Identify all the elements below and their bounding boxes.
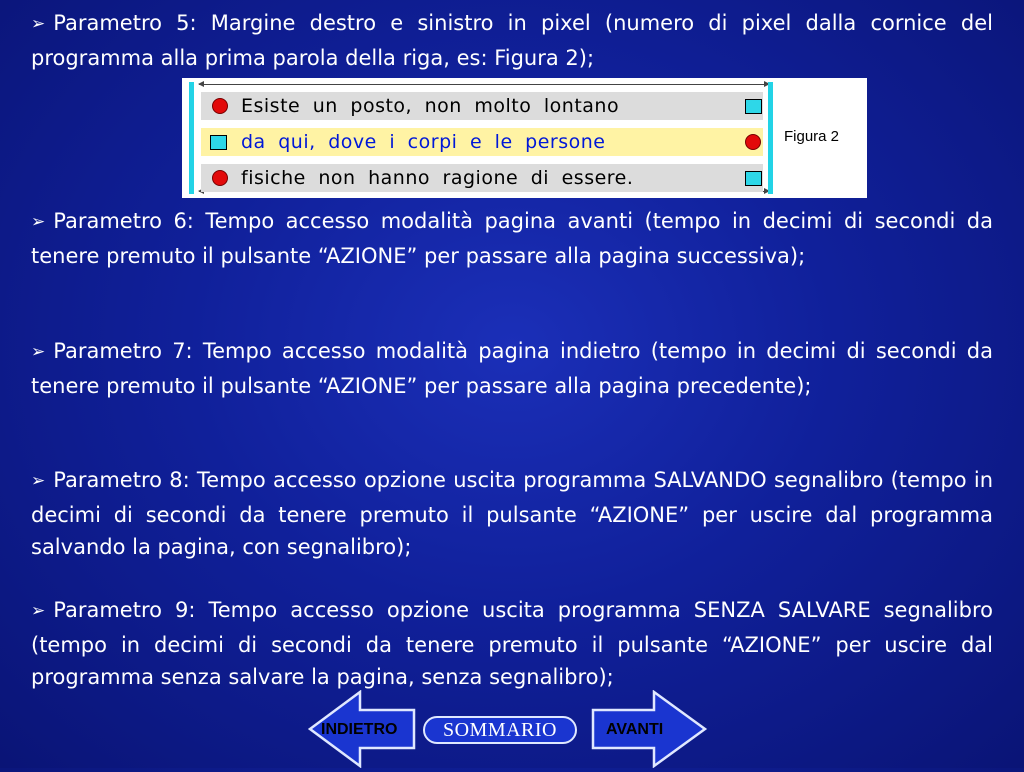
red-circle-marker-icon <box>212 98 228 114</box>
figure-row-1 <box>201 92 763 120</box>
cyan-square-marker-icon <box>745 171 762 186</box>
paragraph-text: Parametro 8: Tempo accesso opzione uscita programma SALVANDO segnalibro (tempo in decimi di secondi da tenere premuto il pulsante “AZIONE” per uscire dal programma salvando la pagina, con segnalibro); <box>31 468 993 559</box>
paragraph-text: Parametro 7: Tempo accesso modalità pagina indietro (tempo in decimi di secondi da tenere premuto il pulsante “AZIONE” per passare alla pagina precedente); <box>31 339 993 398</box>
figure-row-2 <box>201 128 763 156</box>
paragraph-text: Parametro 9: Tempo accesso opzione uscita programma SENZA SALVARE segnalibro (tempo in decimi di secondi da tenere premuto il pulsante “AZIONE” per uscire dal programma senza salvare la pagina, senza segnalibro); <box>31 598 993 689</box>
paragraph-parametro-8 <box>31 464 993 564</box>
summary-button-label: SOMMARIO <box>442 719 558 741</box>
figure-2-image <box>182 78 867 198</box>
arrow-bullet-icon: ➢ <box>31 212 46 232</box>
cyan-square-marker-icon <box>210 135 227 150</box>
back-button[interactable] <box>308 690 418 768</box>
paragraph-text: Parametro 5: Margine destro e sinistro in pixel (numero di pixel dalla cornice del programma alla prima parola della riga, es: Figura 2); <box>31 11 993 70</box>
figure-row-3 <box>201 164 763 192</box>
forward-button-label: AVANTI <box>606 721 664 738</box>
figure-frame <box>187 82 775 194</box>
paragraph-parametro-9 <box>31 594 993 694</box>
right-margin-bar <box>768 82 773 194</box>
forward-button[interactable] <box>590 690 708 768</box>
paragraph-parametro-6 <box>31 205 993 272</box>
arrow-bullet-icon: ➢ <box>31 471 46 491</box>
red-circle-marker-icon <box>745 134 761 150</box>
figure-row-text: da qui, dove i corpi e le persone <box>241 131 606 153</box>
cyan-square-marker-icon <box>745 99 762 114</box>
figure-row-text: fisiche non hanno ragione di essere. <box>241 167 634 189</box>
arrow-bullet-icon: ➢ <box>31 342 46 362</box>
summary-button[interactable] <box>423 716 577 744</box>
figure-row-text: Esiste un posto, non molto lontano <box>241 95 620 117</box>
arrow-bullet-icon: ➢ <box>31 601 46 621</box>
paragraph-text: Parametro 6: Tempo accesso modalità pagina avanti (tempo in decimi di secondi da tenere premuto il pulsante “AZIONE” per passare alla pagina successiva); <box>31 209 993 268</box>
margin-indicator-top <box>199 84 769 85</box>
back-button-label: INDIETRO <box>321 721 398 738</box>
figure-caption: Figura 2 <box>784 128 840 145</box>
paragraph-parametro-5 <box>31 7 993 74</box>
red-circle-marker-icon <box>212 170 228 186</box>
paragraph-parametro-7 <box>31 335 993 402</box>
arrow-bullet-icon: ➢ <box>31 14 46 34</box>
left-margin-bar <box>189 82 194 194</box>
